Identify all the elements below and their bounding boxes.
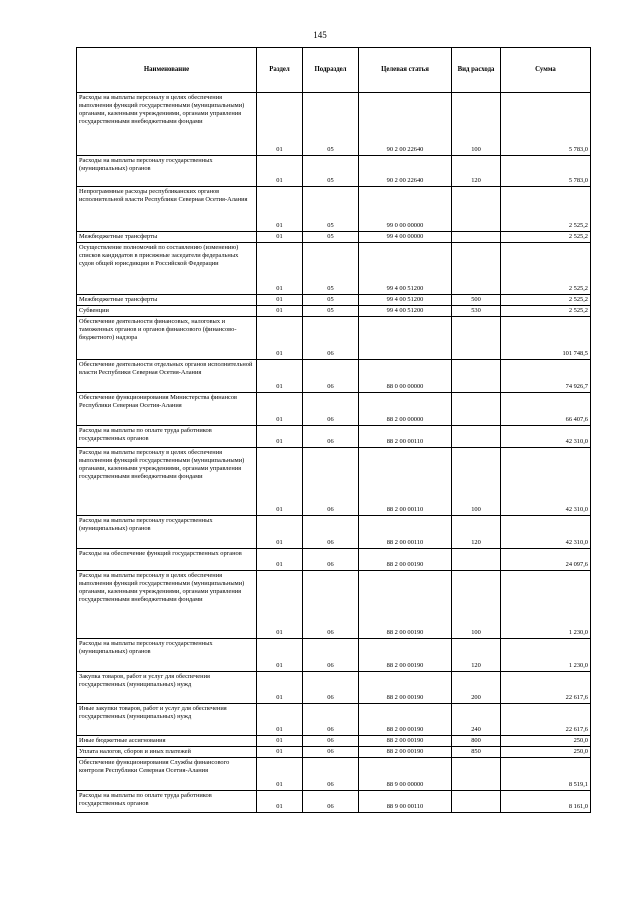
cell-vid: 850 bbox=[452, 747, 501, 758]
table-row bbox=[77, 306, 591, 317]
cell-razdel: 01 bbox=[257, 672, 303, 704]
cell-sum: 2 525,2 bbox=[501, 232, 591, 243]
cell-podrazdel: 06 bbox=[303, 549, 359, 571]
table-row bbox=[77, 156, 591, 187]
cell-podrazdel: 06 bbox=[303, 448, 359, 516]
table-row bbox=[77, 549, 591, 571]
cell-target: 88 2 00 00190 bbox=[359, 571, 452, 639]
cell-sum: 101 748,5 bbox=[501, 317, 591, 360]
cell-name: Расходы на выплаты персоналу государственных (муниципальных) органов bbox=[77, 639, 257, 672]
cell-target: 90 2 00 22640 bbox=[359, 93, 452, 156]
cell-target: 88 9 00 00000 bbox=[359, 758, 452, 791]
cell-podrazdel: 05 bbox=[303, 156, 359, 187]
cell-razdel: 01 bbox=[257, 393, 303, 426]
table-row bbox=[77, 317, 591, 360]
cell-target: 88 9 00 00110 bbox=[359, 791, 452, 813]
cell-podrazdel: 06 bbox=[303, 571, 359, 639]
cell-vid: 500 bbox=[452, 295, 501, 306]
cell-sum: 8 519,1 bbox=[501, 758, 591, 791]
cell-podrazdel: 06 bbox=[303, 758, 359, 791]
cell-name: Расходы на выплаты по оплате труда работников государственных органов bbox=[77, 426, 257, 448]
cell-vid: 240 bbox=[452, 704, 501, 736]
cell-razdel: 01 bbox=[257, 516, 303, 549]
cell-razdel: 01 bbox=[257, 306, 303, 317]
cell-sum: 2 525,2 bbox=[501, 306, 591, 317]
cell-name: Иные бюджетные ассигнования bbox=[77, 736, 257, 747]
cell-name: Обеспечение функционирования Министерства финансов Республики Северная Осетия-Алания bbox=[77, 393, 257, 426]
cell-name: Расходы на выплаты персоналу в целях обеспечения выполнения функций государственными (муниципальными) органами, казенными учреждениями, органами управления государственными внебюджетными фондами bbox=[77, 571, 257, 639]
cell-name: Уплата налогов, сборов и иных платежей bbox=[77, 747, 257, 758]
cell-sum: 66 407,6 bbox=[501, 393, 591, 426]
table-header-row bbox=[77, 48, 591, 93]
cell-razdel: 01 bbox=[257, 448, 303, 516]
budget-table bbox=[76, 47, 591, 813]
cell-podrazdel: 05 bbox=[303, 295, 359, 306]
cell-target: 90 2 00 22640 bbox=[359, 156, 452, 187]
cell-name: Расходы на обеспечение функций государственных органов bbox=[77, 549, 257, 571]
cell-target: 88 2 00 00190 bbox=[359, 747, 452, 758]
header-name: Наименование bbox=[77, 48, 257, 93]
cell-razdel: 01 bbox=[257, 426, 303, 448]
cell-target bbox=[359, 317, 452, 360]
header-sum: Сумма bbox=[501, 48, 591, 93]
cell-razdel: 01 bbox=[257, 360, 303, 393]
cell-vid bbox=[452, 426, 501, 448]
table-row bbox=[77, 360, 591, 393]
cell-name: Межбюджетные трансферты bbox=[77, 295, 257, 306]
cell-razdel: 01 bbox=[257, 704, 303, 736]
cell-name: Обеспечение деятельности финансовых, налоговых и таможенных органов и органов финансового (финансово-бюджетного) надзора bbox=[77, 317, 257, 360]
cell-razdel: 01 bbox=[257, 791, 303, 813]
cell-podrazdel: 05 bbox=[303, 306, 359, 317]
cell-name: Расходы на выплаты персоналу в целях обеспечения выполнения функций государственными (муниципальными) органами, казенными учреждениями, органами управления государственными внебюджетными фондами bbox=[77, 93, 257, 156]
table-row bbox=[77, 426, 591, 448]
cell-podrazdel: 06 bbox=[303, 704, 359, 736]
cell-vid: 100 bbox=[452, 571, 501, 639]
table-row bbox=[77, 393, 591, 426]
cell-target: 88 0 00 00000 bbox=[359, 360, 452, 393]
page-number: 145 bbox=[313, 30, 327, 40]
cell-target: 88 2 00 00190 bbox=[359, 672, 452, 704]
cell-podrazdel: 06 bbox=[303, 791, 359, 813]
cell-name: Обеспечение деятельности отдельных органов исполнительной власти Республики Северная Осетия-Алания bbox=[77, 360, 257, 393]
cell-razdel: 01 bbox=[257, 747, 303, 758]
cell-name: Обеспечение функционирования Службы финансового контроля Республики Северная Осетия-Алания bbox=[77, 758, 257, 791]
cell-podrazdel: 06 bbox=[303, 736, 359, 747]
cell-sum: 22 617,6 bbox=[501, 672, 591, 704]
table-row bbox=[77, 448, 591, 516]
cell-sum: 1 230,0 bbox=[501, 571, 591, 639]
cell-podrazdel: 05 bbox=[303, 243, 359, 295]
cell-vid: 800 bbox=[452, 736, 501, 747]
cell-sum: 5 783,0 bbox=[501, 93, 591, 156]
cell-target: 88 2 00 00190 bbox=[359, 704, 452, 736]
cell-vid: 200 bbox=[452, 672, 501, 704]
cell-name: Иные закупки товаров, работ и услуг для обеспечения государственных (муниципальных) нужд bbox=[77, 704, 257, 736]
cell-target: 88 2 00 00190 bbox=[359, 549, 452, 571]
table-row bbox=[77, 516, 591, 549]
cell-name: Расходы на выплаты персоналу государственных (муниципальных) органов bbox=[77, 516, 257, 549]
cell-name: Непрограммные расходы республиканских органов исполнительной власти Республики Северная Осетия-Алания bbox=[77, 187, 257, 232]
cell-razdel: 01 bbox=[257, 549, 303, 571]
cell-vid bbox=[452, 393, 501, 426]
cell-sum: 42 310,0 bbox=[501, 516, 591, 549]
cell-target: 88 2 00 00110 bbox=[359, 516, 452, 549]
cell-vid bbox=[452, 549, 501, 571]
cell-podrazdel: 05 bbox=[303, 232, 359, 243]
cell-sum: 42 310,0 bbox=[501, 426, 591, 448]
table-row bbox=[77, 295, 591, 306]
cell-target: 88 2 00 00190 bbox=[359, 736, 452, 747]
cell-podrazdel: 06 bbox=[303, 747, 359, 758]
cell-vid bbox=[452, 243, 501, 295]
cell-sum: 22 617,6 bbox=[501, 704, 591, 736]
cell-name: Межбюджетные трансферты bbox=[77, 232, 257, 243]
cell-razdel: 01 bbox=[257, 317, 303, 360]
cell-vid bbox=[452, 791, 501, 813]
cell-target: 99 4 00 00000 bbox=[359, 232, 452, 243]
table-row bbox=[77, 243, 591, 295]
cell-podrazdel: 06 bbox=[303, 393, 359, 426]
table-row bbox=[77, 639, 591, 672]
header-target: Целевая статья bbox=[359, 48, 452, 93]
cell-razdel: 01 bbox=[257, 187, 303, 232]
cell-podrazdel: 06 bbox=[303, 360, 359, 393]
cell-sum: 74 926,7 bbox=[501, 360, 591, 393]
cell-podrazdel: 06 bbox=[303, 317, 359, 360]
cell-razdel: 01 bbox=[257, 243, 303, 295]
cell-vid: 120 bbox=[452, 516, 501, 549]
cell-vid bbox=[452, 317, 501, 360]
table-row bbox=[77, 187, 591, 232]
table-row bbox=[77, 791, 591, 813]
cell-sum: 42 310,0 bbox=[501, 448, 591, 516]
cell-target: 88 2 00 00190 bbox=[359, 639, 452, 672]
cell-podrazdel: 06 bbox=[303, 639, 359, 672]
cell-name: Расходы на выплаты персоналу в целях обеспечения выполнения функций государственными (муниципальными) органами, казенными учреждениями, органами управления государственными внебюджетными фондами bbox=[77, 448, 257, 516]
cell-name: Расходы на выплаты по оплате труда работников государственных органов bbox=[77, 791, 257, 813]
cell-sum: 24 097,6 bbox=[501, 549, 591, 571]
cell-name: Расходы на выплаты персоналу государственных (муниципальных) органов bbox=[77, 156, 257, 187]
header-vid: Вид расхода bbox=[452, 48, 501, 93]
cell-sum: 250,0 bbox=[501, 736, 591, 747]
cell-vid: 120 bbox=[452, 156, 501, 187]
cell-razdel: 01 bbox=[257, 93, 303, 156]
table-row bbox=[77, 747, 591, 758]
cell-podrazdel: 06 bbox=[303, 672, 359, 704]
cell-target: 88 2 00 00110 bbox=[359, 426, 452, 448]
cell-razdel: 01 bbox=[257, 232, 303, 243]
table-row bbox=[77, 571, 591, 639]
cell-razdel: 01 bbox=[257, 571, 303, 639]
cell-sum: 2 525,2 bbox=[501, 243, 591, 295]
table-row bbox=[77, 672, 591, 704]
cell-razdel: 01 bbox=[257, 295, 303, 306]
header-podrazdel: Подраздел bbox=[303, 48, 359, 93]
cell-target: 99 4 00 51200 bbox=[359, 295, 452, 306]
table-row bbox=[77, 232, 591, 243]
cell-name: Субвенции bbox=[77, 306, 257, 317]
cell-vid bbox=[452, 360, 501, 393]
cell-sum: 2 525,2 bbox=[501, 187, 591, 232]
cell-razdel: 01 bbox=[257, 156, 303, 187]
cell-name: Закупка товаров, работ и услуг для обеспечения государственных (муниципальных) нужд bbox=[77, 672, 257, 704]
cell-vid bbox=[452, 758, 501, 791]
cell-podrazdel: 05 bbox=[303, 93, 359, 156]
cell-target: 99 4 00 51200 bbox=[359, 243, 452, 295]
cell-sum: 8 161,0 bbox=[501, 791, 591, 813]
cell-vid: 100 bbox=[452, 448, 501, 516]
cell-vid bbox=[452, 232, 501, 243]
cell-vid: 530 bbox=[452, 306, 501, 317]
cell-vid bbox=[452, 187, 501, 232]
cell-podrazdel: 06 bbox=[303, 426, 359, 448]
cell-target: 99 0 00 00000 bbox=[359, 187, 452, 232]
cell-podrazdel: 05 bbox=[303, 187, 359, 232]
cell-sum: 250,0 bbox=[501, 747, 591, 758]
header-razdel: Раздел bbox=[257, 48, 303, 93]
cell-vid: 120 bbox=[452, 639, 501, 672]
cell-sum: 2 525,2 bbox=[501, 295, 591, 306]
cell-razdel: 01 bbox=[257, 736, 303, 747]
table-row bbox=[77, 93, 591, 156]
cell-sum: 5 783,0 bbox=[501, 156, 591, 187]
cell-name: Осуществление полномочий по составлению (изменению) списков кандидатов в присяжные заседатели федеральных судов общей юрисдикции в Российской Федерации bbox=[77, 243, 257, 295]
cell-podrazdel: 06 bbox=[303, 516, 359, 549]
cell-razdel: 01 bbox=[257, 639, 303, 672]
table-row bbox=[77, 704, 591, 736]
cell-target: 88 2 00 00110 bbox=[359, 448, 452, 516]
cell-vid: 100 bbox=[452, 93, 501, 156]
cell-razdel: 01 bbox=[257, 758, 303, 791]
table-row bbox=[77, 758, 591, 791]
cell-sum: 1 230,0 bbox=[501, 639, 591, 672]
cell-target: 88 2 00 00000 bbox=[359, 393, 452, 426]
table-row bbox=[77, 736, 591, 747]
cell-target: 99 4 00 51200 bbox=[359, 306, 452, 317]
